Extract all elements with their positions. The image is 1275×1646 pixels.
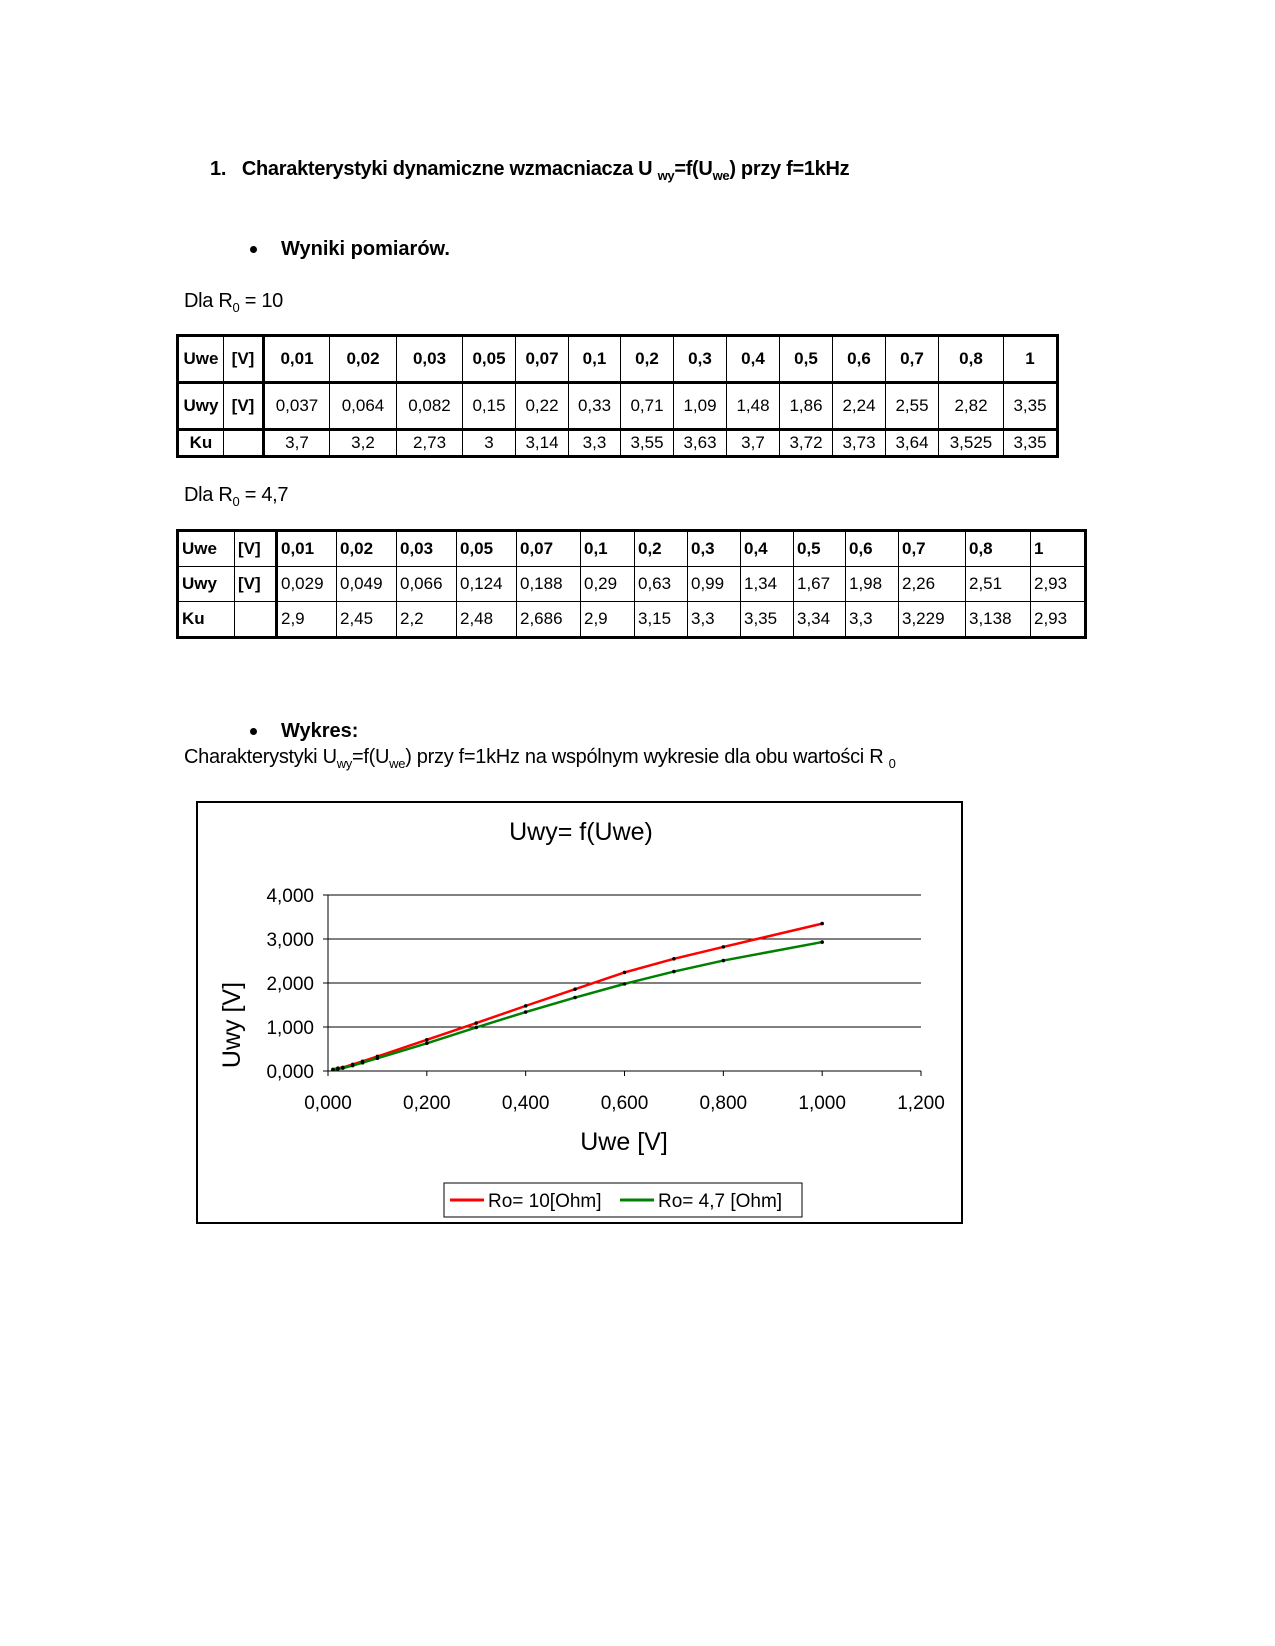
table-row (178, 531, 1086, 567)
data-point (351, 1064, 355, 1068)
data-point (722, 959, 726, 963)
table-cell: 2,2 (397, 602, 457, 638)
table-cell: 0,3 (688, 531, 741, 567)
x-tick-label: 0,800 (699, 1093, 748, 1114)
table-cell: 3,73 (833, 430, 886, 457)
data-point (820, 940, 824, 944)
data-point (331, 1068, 335, 1072)
legend (444, 1183, 802, 1217)
table-row (178, 602, 1086, 638)
x-tick-label: 0,400 (501, 1093, 550, 1114)
y-tick-label: 1,000 (266, 1018, 314, 1039)
table-cell: 3,55 (621, 430, 674, 457)
table-cell: 3,64 (886, 430, 939, 457)
table-cell: 0,064 (330, 383, 397, 430)
table-cell: 0,99 (688, 567, 741, 602)
data-point (474, 1026, 478, 1030)
results-table-r47 (176, 529, 1087, 639)
table-cell: 3,35 (741, 602, 794, 638)
table-cell: 3,34 (794, 602, 846, 638)
y-tick-label: 2,000 (266, 974, 314, 995)
data-point (524, 1010, 528, 1014)
row-unit (235, 602, 277, 638)
table-cell: 0,03 (397, 531, 457, 567)
table-cell: 0,066 (397, 567, 457, 602)
table-cell: 2,45 (337, 602, 397, 638)
table-cell: 2,82 (939, 383, 1004, 430)
table-cell: 0,188 (517, 567, 581, 602)
row-unit: [V] (224, 383, 264, 430)
table-cell: 0,71 (621, 383, 674, 430)
table-cell: 1,09 (674, 383, 727, 430)
table-cell: 2,9 (581, 602, 635, 638)
x-tick-label: 1,000 (798, 1093, 846, 1114)
table-cell: 0,3 (674, 336, 727, 383)
x-tick-label: 0,200 (403, 1093, 451, 1114)
table-cell: 0,037 (264, 383, 330, 430)
table-cell: 3,14 (516, 430, 569, 457)
chart-title: Uwy= f(Uwe) (509, 818, 653, 846)
table-cell: 3,229 (899, 602, 966, 638)
table-cell: 3,72 (780, 430, 833, 457)
table-cell: 0,049 (337, 567, 397, 602)
data-point (361, 1061, 365, 1065)
table-row (178, 567, 1086, 602)
table-cell: 1,34 (741, 567, 794, 602)
y-axis-label: Uwy [V] (218, 981, 246, 1069)
data-point (672, 970, 676, 974)
table-cell: 1,98 (846, 567, 899, 602)
table-cell: 2,24 (833, 383, 886, 430)
table-cell: 3,3 (688, 602, 741, 638)
table-cell: 0,02 (337, 531, 397, 567)
table2-caption: Dla $R_0 = 4,7$ (184, 484, 289, 509)
line-chart (198, 803, 961, 1222)
data-point (623, 982, 627, 986)
table-cell: 0,8 (966, 531, 1031, 567)
row-label: Uwy (178, 383, 224, 430)
table-cell: 1,67 (794, 567, 846, 602)
data-point (474, 1021, 478, 1025)
table-cell: 2,9 (277, 602, 337, 638)
table-cell: 0,33 (569, 383, 621, 430)
table-cell: 3,3 (569, 430, 621, 457)
row-label: Uwe (178, 336, 224, 383)
heading: 1. Charakterystyki dynamiczne wzmacniacza U $_{wy}=f(U_{we})$ przy f=1kHz (210, 158, 850, 183)
table-cell: 0,6 (833, 336, 886, 383)
row-label: Uwe (178, 531, 235, 567)
x-axis-label: Uwe [V] (580, 1128, 668, 1156)
table-cell: 0,29 (581, 567, 635, 602)
x-tick-label: 0,600 (600, 1093, 649, 1114)
chart-container (196, 801, 963, 1224)
data-point (573, 996, 577, 1000)
data-point (573, 987, 577, 991)
row-unit (224, 430, 264, 457)
table-cell: 2,51 (966, 567, 1031, 602)
table-row (178, 336, 1058, 383)
table-cell: 3,7 (264, 430, 330, 457)
row-label: Ku (178, 602, 235, 638)
table-cell: 3,35 (1004, 383, 1058, 430)
table-cell: 3 (463, 430, 516, 457)
table-cell: 0,124 (457, 567, 517, 602)
table-cell: 0,07 (516, 336, 569, 383)
table-cell: 3,3 (846, 602, 899, 638)
bullet-results: Wyniki pomiarów. (250, 238, 450, 261)
y-tick-label: 4,000 (266, 886, 314, 907)
table-cell: 0,029 (277, 567, 337, 602)
table-row (178, 430, 1058, 457)
data-point (425, 1038, 429, 1042)
table-cell: 2,26 (899, 567, 966, 602)
table-cell: 2,55 (886, 383, 939, 430)
table-cell: 0,01 (264, 336, 330, 383)
table-cell: 0,15 (463, 383, 516, 430)
data-point (524, 1004, 528, 1008)
data-point (341, 1066, 345, 1070)
table-cell: 2,48 (457, 602, 517, 638)
table-cell: 3,35 (1004, 430, 1058, 457)
bullet-chart: Wykres: (250, 720, 358, 743)
data-point (672, 957, 676, 961)
x-tick-label: 1,200 (897, 1093, 945, 1114)
table-cell: 0,6 (846, 531, 899, 567)
x-tick-label: 0,000 (304, 1093, 352, 1114)
results-table-r10 (176, 334, 1059, 458)
data-point (336, 1067, 340, 1071)
table-cell: 2,93 (1031, 567, 1086, 602)
table-cell: 0,05 (457, 531, 517, 567)
table-cell: 0,4 (727, 336, 780, 383)
legend-label-r47: Ro= 4,7 [Ohm] (658, 1191, 783, 1212)
data-point (425, 1041, 429, 1045)
table-cell: 0,22 (516, 383, 569, 430)
chart-description: Charakterystyki $U_{wy}=f(U_{we})$ przy f=1kHz na wspólnym wykresie dla obu wartości R $_0$ (184, 746, 896, 771)
table-cell: 2,93 (1031, 602, 1086, 638)
series-line-1 (333, 942, 822, 1070)
table-cell: 1,86 (780, 383, 833, 430)
row-unit: [V] (224, 336, 264, 383)
table-cell: 0,01 (277, 531, 337, 567)
data-point (820, 922, 824, 926)
table-cell: 1 (1004, 336, 1058, 383)
table-cell: 3,525 (939, 430, 1004, 457)
data-point (623, 971, 627, 975)
table-cell: 0,7 (899, 531, 966, 567)
table-cell: 3,2 (330, 430, 397, 457)
row-unit: [V] (235, 531, 277, 567)
table-cell: 0,8 (939, 336, 1004, 383)
table-cell: 0,082 (397, 383, 463, 430)
table-cell: 0,03 (397, 336, 463, 383)
row-label: Ku (178, 430, 224, 457)
table-cell: 0,2 (635, 531, 688, 567)
row-label: Uwy (178, 567, 235, 602)
table-cell: 2,686 (517, 602, 581, 638)
data-point (376, 1056, 380, 1060)
table-cell: 0,1 (581, 531, 635, 567)
table-cell: 0,7 (886, 336, 939, 383)
table-cell: 0,02 (330, 336, 397, 383)
table-cell: 0,5 (794, 531, 846, 567)
row-unit: [V] (235, 567, 277, 602)
data-point (722, 945, 726, 949)
table-cell: 0,1 (569, 336, 621, 383)
table-cell: 2,73 (397, 430, 463, 457)
table-cell: 3,63 (674, 430, 727, 457)
y-tick-label: 0,000 (266, 1062, 314, 1083)
table-row (178, 383, 1058, 430)
table-cell: 1,48 (727, 383, 780, 430)
table-cell: 0,07 (517, 531, 581, 567)
table-cell: 0,05 (463, 336, 516, 383)
legend-label-r10: Ro= 10[Ohm] (488, 1191, 602, 1212)
table-cell: 3,15 (635, 602, 688, 638)
table-cell: 0,5 (780, 336, 833, 383)
table-cell: 0,2 (621, 336, 674, 383)
table-cell: 1 (1031, 531, 1086, 567)
table-cell: 0,4 (741, 531, 794, 567)
table-cell: 0,63 (635, 567, 688, 602)
y-tick-label: 3,000 (266, 930, 314, 951)
table1-caption: Dla $R_0 = 10$ (184, 290, 283, 315)
table-cell: 3,138 (966, 602, 1031, 638)
table-cell: 3,7 (727, 430, 780, 457)
